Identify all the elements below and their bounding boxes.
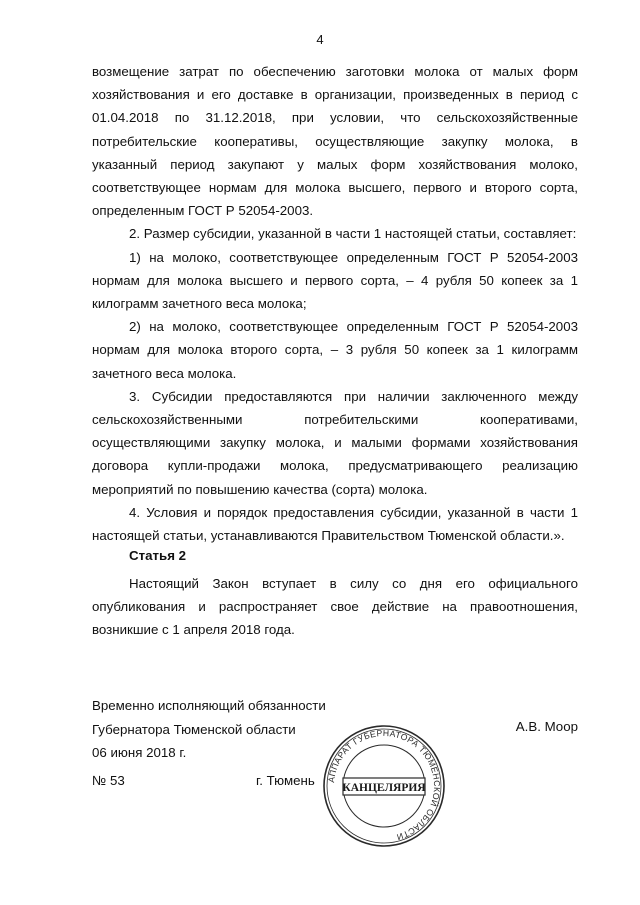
paragraph-3: 3. Субсидии предоставляются при наличии заключенного между сельскохозяйственными потребительскими кооперативами, осуществляющими закупку молока, и малыми формами хозяйствования договора купли-продажи молока, предусматривающего реализацию мероприятий по повышению качества (сорта) молока. (92, 388, 578, 497)
law-text-body (92, 60, 578, 547)
paragraph-continuation: возмещение затрат по обеспечению заготовки молока от малых форм хозяйствования и его доставке в организации, произведенных в период с 01.04.2018 по 31.12.2018, при условии, что сельскохозяйственные потребительские кооперативы, осуществляющие закупку молока, в указанный период закупают у малых форм хозяйствования молоко, соответствующее нормам для молока высшего, первого и второго сорта, определенным ГОСТ Р 52054-2003. (92, 64, 578, 219)
signature-date: 06 июня 2018 г. (92, 745, 187, 760)
signatory-name: А.В. Моор (515, 719, 578, 734)
article-2-body (92, 572, 578, 642)
document-city: г. Тюмень (256, 773, 315, 788)
signatory-position-line-2: Губернатора Тюменской области (92, 722, 296, 737)
paragraph-item-2: 2) на молоко, соответствующее определенным ГОСТ Р 52054-2003 нормам для молока второго сорта, – 3 рубля 50 копеек за 1 килограмм зачетного веса молока. (92, 319, 578, 381)
article-2-heading: Статья 2 (129, 548, 187, 563)
paragraph-subsidy-size: 2. Размер субсидии, указанной в части 1 настоящей статьи, составляет: (129, 226, 577, 242)
stamp-center-text: КАНЦЕЛЯРИЯ (342, 782, 426, 794)
stamp-ring-text: АППАРАТ ГУБЕРНАТОРА ТЮМЕНСКОЙ ОБЛАСТИ (326, 727, 443, 843)
document-number: № 53 (92, 773, 125, 788)
page-number: 4 (316, 32, 324, 47)
article-2-paragraph: Настоящий Закон вступает в силу со дня его официального опубликования и распространяет свое действие на правоотношения, возникшие с 1 апреля 2018 года. (92, 576, 578, 638)
paragraph-4: 4. Условия и порядок предоставления субсидии, указанной в части 1 настоящей статьи, устанавливаются Правительством Тюменской области.». (92, 504, 578, 544)
paragraph-item-1: 1) на молоко, соответствующее определенным ГОСТ Р 52054-2003 нормам для молока высшего и первого сорта, – 4 рубля 50 копеек за 1 килограмм зачетного веса молока; (92, 249, 578, 312)
office-stamp (322, 724, 446, 848)
signatory-position-line-1: Временно исполняющий обязанности (92, 698, 326, 713)
